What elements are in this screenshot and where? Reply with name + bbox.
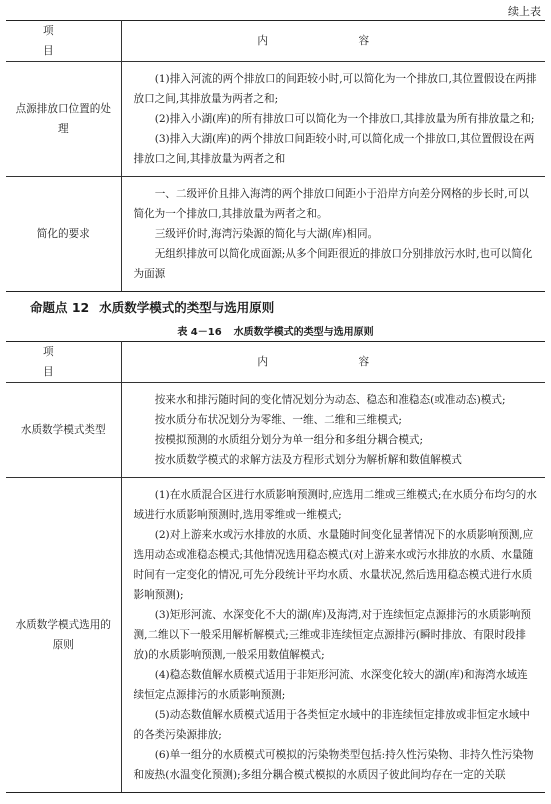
- table-row: [6, 478, 545, 793]
- section-number: 命题点 12: [30, 300, 90, 315]
- header-content: 内 容: [121, 21, 545, 62]
- content-paragraph: (1)在水质混合区进行水质影响预测时,应选用二维或三维模式;在水质分布均匀的水域进行水质影响预测时,选用零维或一维模式;: [133, 489, 537, 521]
- caption-number: 表 4－16: [177, 327, 222, 338]
- header-item: 项 目: [6, 21, 121, 62]
- content-paragraph: 无组织排放可以简化成面源;从多个间距很近的排放口分别排放污水时,也可以简化为面源: [133, 248, 533, 280]
- continued-label: 续上表: [508, 5, 541, 18]
- row-label: 点源排放口位置的处理: [6, 62, 121, 177]
- section-heading: [30, 298, 274, 316]
- table-row: [6, 62, 545, 177]
- content-paragraph: (2)对上游来水或污水排放的水质、水量随时间变化显著情况下的水质影响预测,应选用动态或准稳态模式;其他情况选用稳态模式(对上游来水或污水排放的水质、水量随时间有一定变化的情况,可先分段统计平均水质、水量状况,然后选用稳态模式进行水质影响预测);: [133, 529, 534, 601]
- row-label: 水质数学模式类型: [6, 383, 121, 478]
- table-row: [6, 383, 545, 478]
- content-paragraph: (3)矩形河流、水深变化不大的湖(库)及海湾,对于连续恒定点源排污的水质影响预测,二维以下一般采用解析解模式;三维或非连续恒定点源排污(瞬时排放、有限时段排放)的水质影响预测,一般采用数值解模式;: [133, 609, 531, 661]
- table-row: [6, 177, 545, 292]
- content-paragraph: (6)单一组分的水质模式可模拟的污染物类型包括:持久性污染物、非持久性污染物和废热(水温变化预测);多组分耦合模式模拟的水质因子彼此间均存在一定的关联: [133, 749, 534, 781]
- content-paragraph: 按模拟预测的水质组分划分为单一组分和多组分耦合模式;: [154, 434, 424, 446]
- content-paragraph: 按水质数学模式的求解方法及方程形式划分为解析解和数值解模式: [154, 454, 462, 466]
- table-4-16: [6, 341, 545, 793]
- table-header-row: [6, 342, 545, 383]
- header-content: 内 容: [121, 342, 545, 383]
- caption-title: 水质数学模式的类型与选用原则: [233, 327, 374, 338]
- content-paragraph: 三级评价时,海湾污染源的简化与大湖(库)相同。: [154, 228, 379, 240]
- row-content: [121, 62, 545, 177]
- row-label: 简化的要求: [6, 177, 121, 292]
- content-paragraph: (2)排入小湖(库)的所有排放口可以简化为一个排放口,其排放量为所有排放量之和;: [154, 113, 535, 125]
- content-paragraph: 按水质分布状况划分为零维、一维、二维和三维模式;: [154, 414, 402, 426]
- table-header-row: [6, 21, 545, 62]
- content-paragraph: (5)动态数值解水质模式适用于各类恒定水域中的非连续恒定排放或非恒定水域中的各类污染源排放;: [133, 709, 530, 741]
- content-paragraph: (3)排入大湖(库)的两个排放口间距较小时,可以简化成一个排放口,其位置假设在两排放口之间,其排放量为两者之和: [133, 133, 535, 165]
- content-paragraph: (4)稳态数值解水质模式适用于非矩形河流、水深变化较大的湖(库)和海湾水域连续恒定点源排污的水质影响预测;: [133, 669, 528, 701]
- table-caption: [0, 323, 551, 338]
- row-content: [121, 383, 545, 478]
- content-paragraph: 一、二级评价且排入海湾的两个排放口间距小于沿岸方向差分网格的步长时,可以简化为一个排放口,其排放量为两者之和。: [133, 188, 529, 220]
- header-item: 项 目: [6, 342, 121, 383]
- row-content: [121, 478, 545, 793]
- row-content: [121, 177, 545, 292]
- content-paragraph: (1)排入河流的两个排放口的间距较小时,可以简化为一个排放口,其位置假设在两排放口之间,其排放量为两者之和;: [133, 73, 537, 105]
- table-continued: [6, 20, 545, 292]
- section-title: 水质数学模式的类型与选用原则: [99, 300, 275, 315]
- content-paragraph: 按来水和排污随时间的变化情况划分为动态、稳态和准稳态(或准动态)模式;: [154, 394, 506, 406]
- row-label: 水质数学模式选用的原则: [6, 478, 121, 793]
